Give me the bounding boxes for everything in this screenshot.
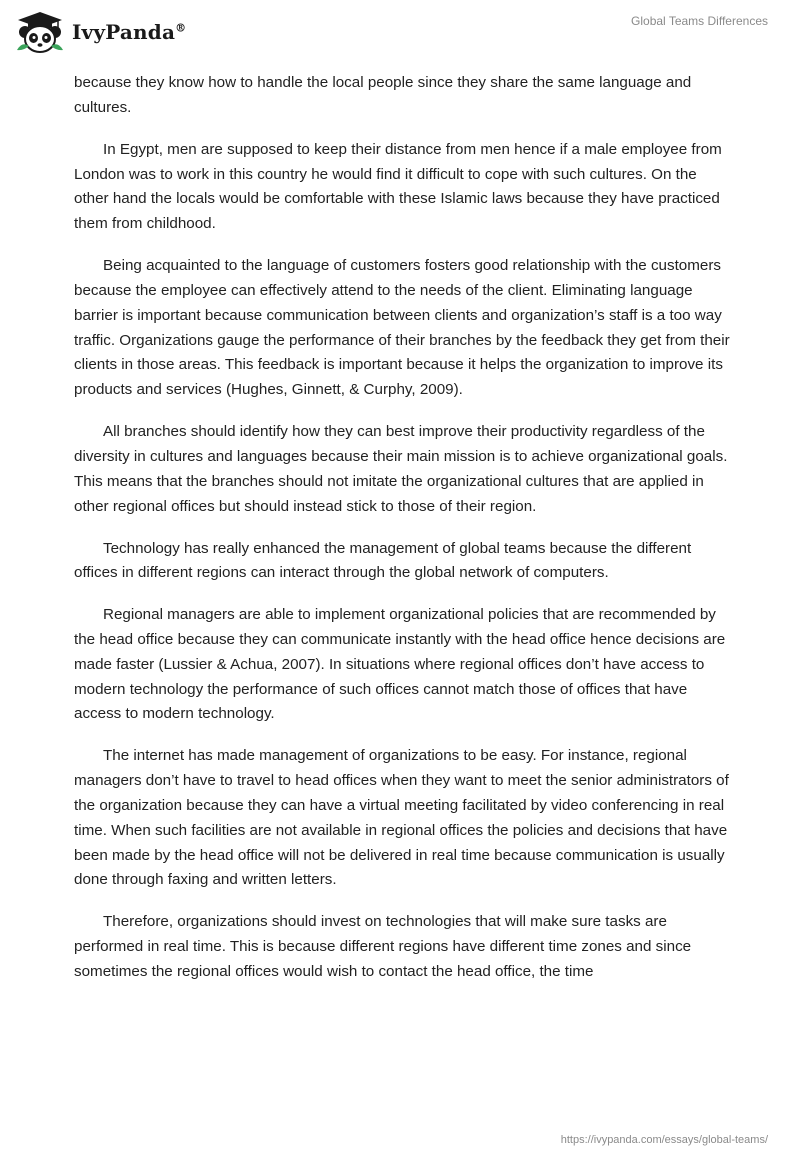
paragraph: Being acquainted to the language of customers fosters good relationship with the customers because the employee can effectively attend to the needs of the client. Eliminating language barrier is important because communication between clients and organization’s staff is a too way traffic. Organizations gauge the performance of their branches by the feedback they get from their clients in those areas. This feedback is important because it helps the organization to improve its products and services (Hughes, Ginnett, & Curphy, 2009). <box>74 257 730 399</box>
essay-body <box>74 71 730 1002</box>
paragraph: In Egypt, men are supposed to keep their distance from men hence if a male employee from London was to work in this country he would find it difficult to cope with such cultures. On the other hand the locals would be comfortable with these Islamic laws because they have practiced them from childhood. <box>74 140 722 233</box>
source-url[interactable]: https://ivypanda.com/essays/global-teams/ <box>560 1134 768 1146</box>
paragraph: The internet has made management of organizations to be easy. For instance, regional managers don’t have to travel to head offices when they want to meet the senior administrators of the organization because they can have a virtual meeting facilitated by video conferencing in real time. When such facilities are not available in regional offices the policies and decisions that have been made by the head office will not be delivered in real time because communication is usually done through faxing and written letters. <box>74 747 729 889</box>
page-header <box>0 0 800 70</box>
brand-name: IvyPanda® <box>72 20 187 44</box>
paragraph: because they know how to handle the local people since they share the same language and cultures. <box>74 74 692 116</box>
panda-graduate-icon <box>14 10 66 54</box>
ivypanda-logo[interactable] <box>14 8 186 56</box>
document-title: Global Teams Differences <box>631 14 768 28</box>
paragraph: Technology has really enhanced the management of global teams because the different offices in different regions can interact through the global network of computers. <box>74 539 692 582</box>
paragraph: Regional managers are able to implement organizational policies that are recommended by the head office because they can communicate instantly with the head office hence decisions are made faster (Lussier & Achua, 2007). In situations where regional offices don’t have access to modern technology the performance of such offices cannot match those of offices that have access to modern technology. <box>74 606 726 723</box>
paragraph: Therefore, organizations should invest on technologies that will make sure tasks are performed in real time. This is because different regions have different time zones and since sometimes the regional offices would wish to contact the head office, the time <box>74 913 692 981</box>
paragraph: All branches should identify how they can best improve their productivity regardless of the diversity in cultures and languages because their main mission is to achieve organizational goals. This means that the branches should not imitate the organizational cultures that are applied in other regional offices but should instead stick to those of their region. <box>74 423 728 515</box>
